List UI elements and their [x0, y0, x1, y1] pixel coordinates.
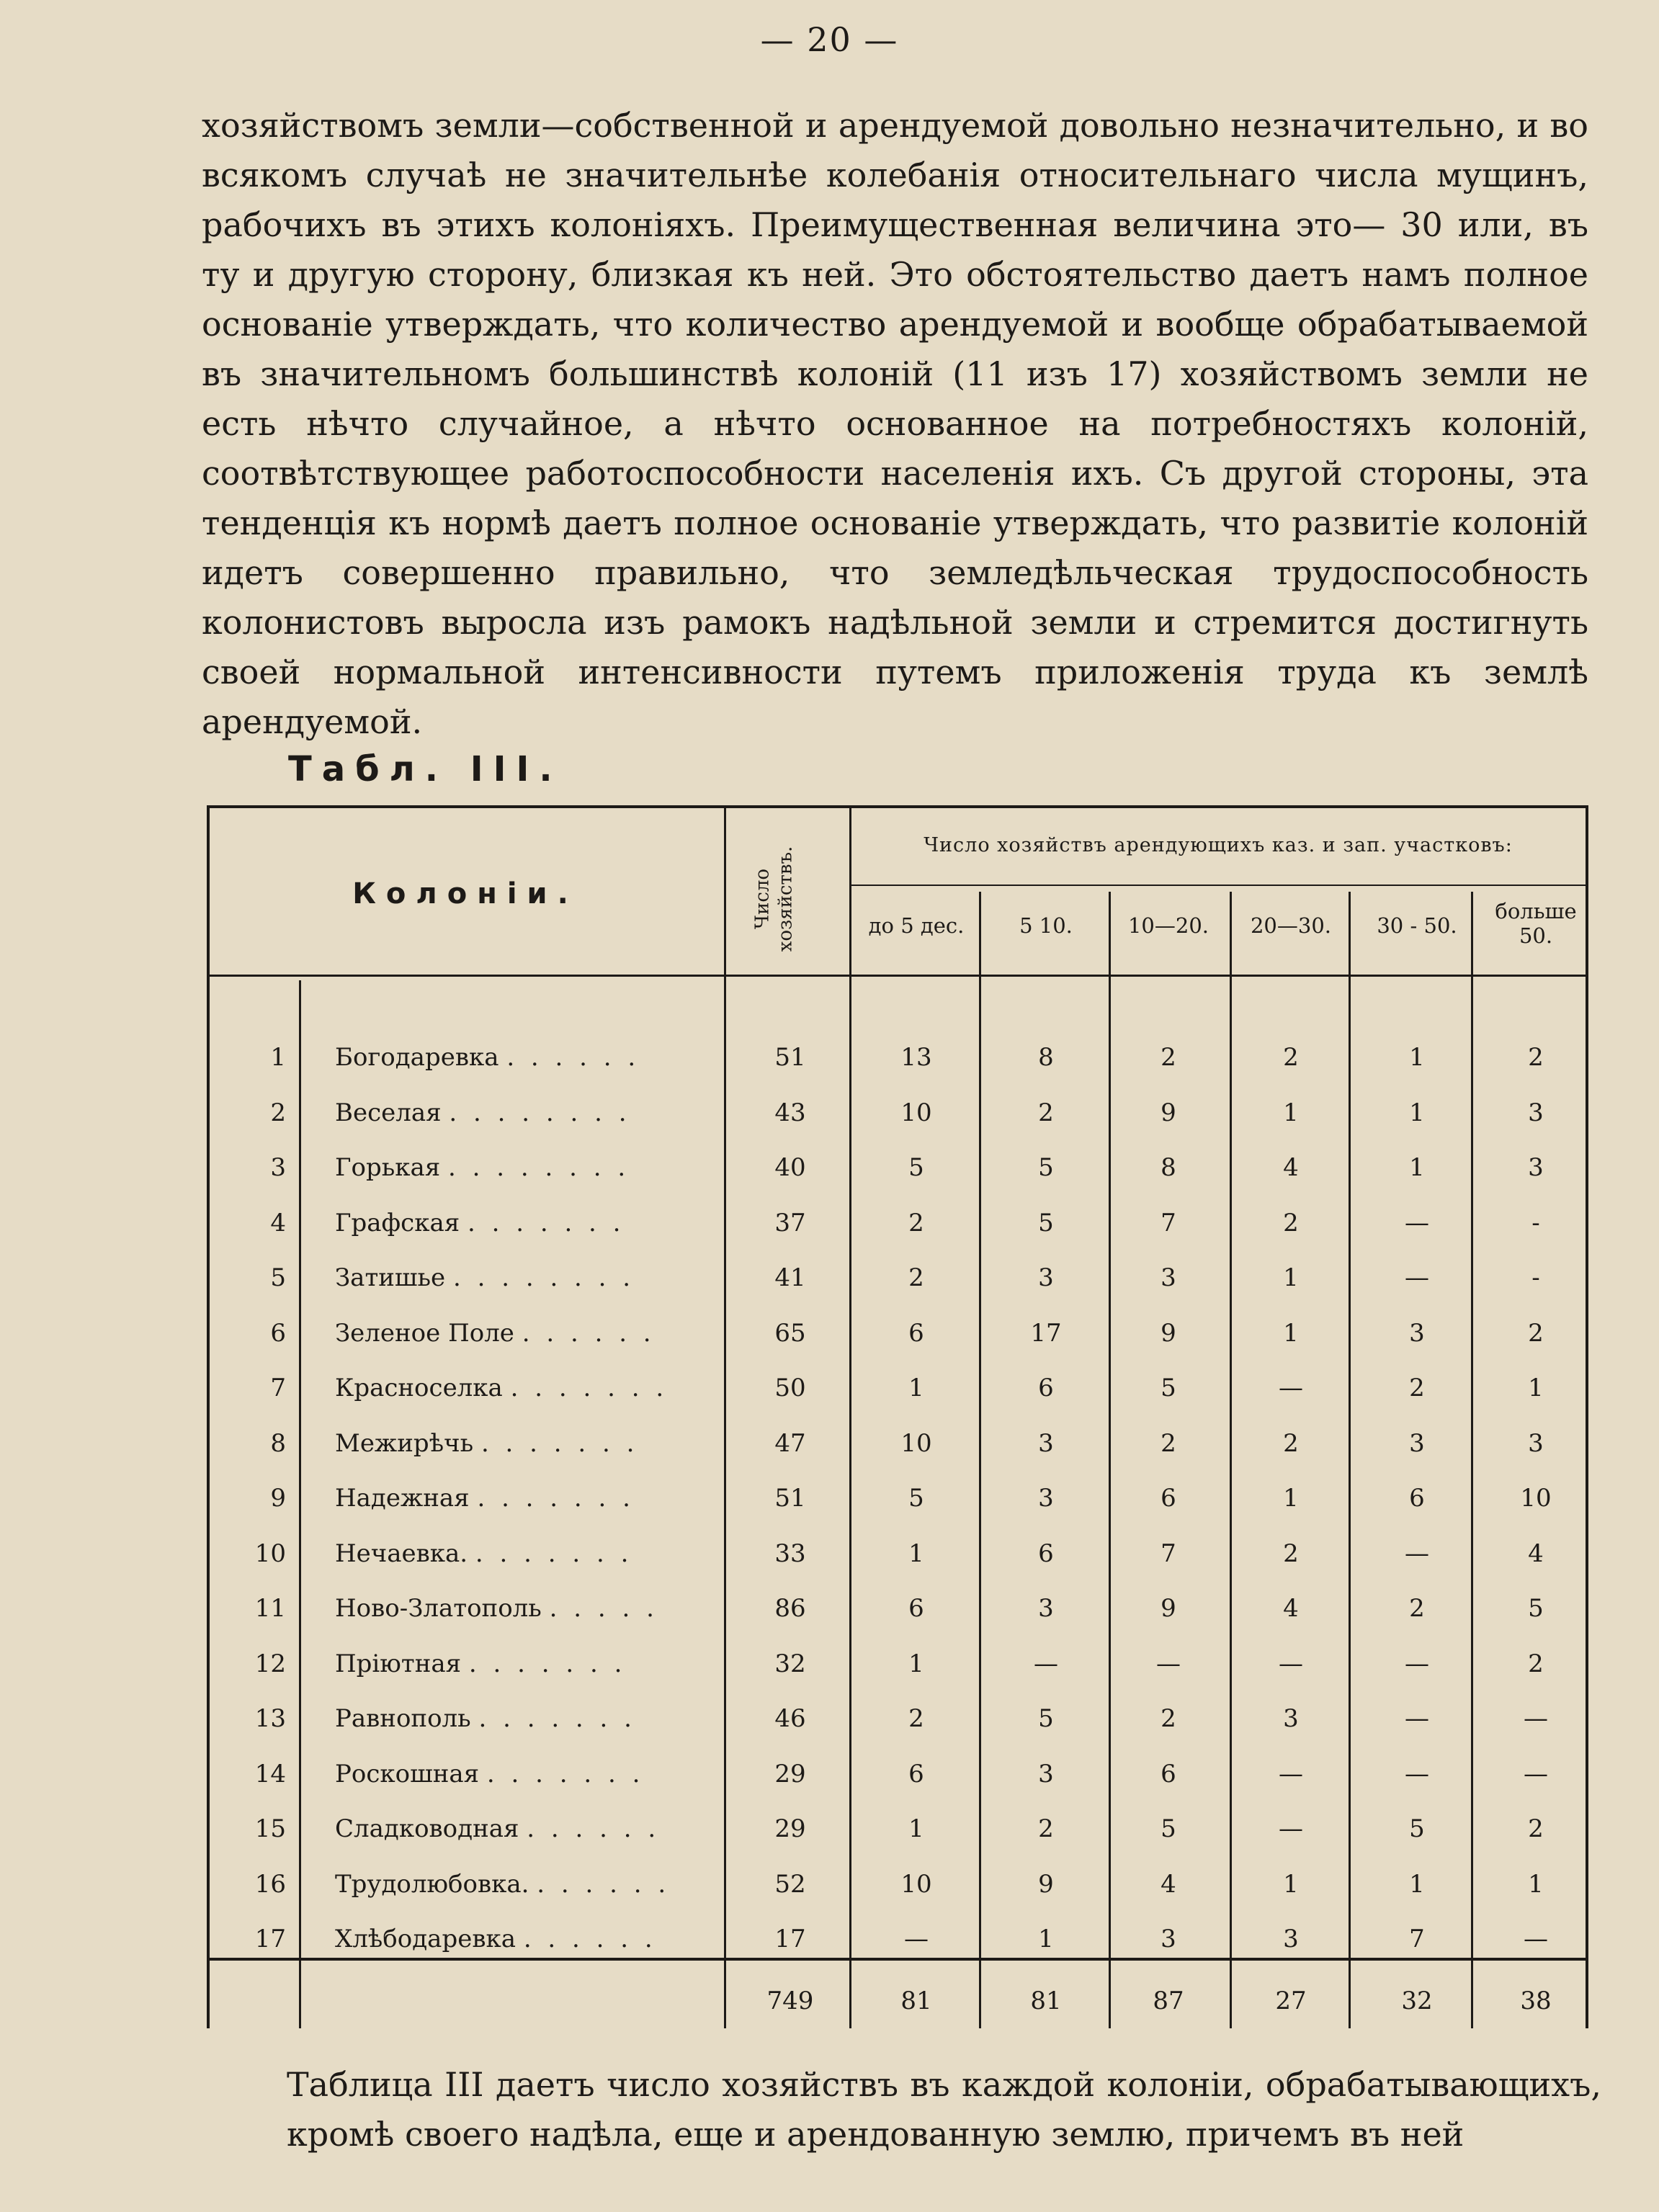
leasing-count: 3 — [1409, 1318, 1425, 1348]
leader-dots: . . . . . . — [522, 1318, 656, 1348]
leasing-count: 10 — [900, 1869, 932, 1899]
leasing-count: 10 — [900, 1098, 932, 1127]
leasing-count: 2 — [1038, 1814, 1054, 1843]
header-group-rule — [849, 885, 1586, 886]
leasing-count: — — [1524, 1759, 1548, 1788]
leader-dots: . . . . . . . . — [452, 1263, 635, 1292]
colony-name: Хлѣбодаревка . . . . . . — [335, 1925, 657, 1953]
colony-name: Надежная . . . . . . . — [335, 1484, 635, 1513]
leasing-count: 1 — [1283, 1318, 1299, 1348]
leader-dots: . . . . . — [549, 1594, 658, 1623]
leasing-count: 1 — [908, 1649, 924, 1678]
leasing-count: 2 — [1409, 1594, 1425, 1623]
leasing-count: 3 — [1038, 1759, 1054, 1788]
leasing-count: 5 — [1528, 1594, 1544, 1623]
leasing-count: 1 — [1409, 1153, 1425, 1182]
leader-dots: . . . . . . . . — [449, 1098, 631, 1127]
households-count: 46 — [774, 1704, 806, 1733]
table-top-rule — [207, 805, 1588, 808]
leader-dots: . . . . . . — [537, 1869, 671, 1899]
leasing-count: 5 — [1038, 1208, 1054, 1237]
households-count: 52 — [774, 1869, 806, 1899]
subheader-2: 5 10. — [1019, 913, 1073, 938]
leasing-count: 2 — [1528, 1814, 1544, 1843]
colony-name: Горькая . . . . . . . . — [335, 1153, 630, 1182]
header-leasing-group: Число хозяйствъ арендующихъ каз. и зап. участковъ: — [924, 834, 1513, 856]
colony-name: Графская . . . . . . . — [335, 1208, 625, 1237]
total-leasing: 27 — [1275, 1987, 1307, 2015]
leasing-count: 3 — [1038, 1263, 1054, 1292]
leasing-count: — — [1034, 1649, 1058, 1678]
leader-dots: . . . . . . . — [475, 1539, 633, 1568]
leasing-count: 2 — [1283, 1208, 1299, 1237]
row-number: 8 — [270, 1428, 286, 1458]
leasing-count: 9 — [1161, 1318, 1176, 1348]
leasing-count: 5 — [908, 1153, 924, 1182]
leasing-count: 6 — [1038, 1539, 1054, 1568]
leasing-count: 10 — [900, 1428, 932, 1458]
leasing-count: 4 — [1283, 1153, 1299, 1182]
households-count: 29 — [774, 1759, 806, 1788]
row-number: 2 — [270, 1098, 286, 1127]
colony-name: Трудолюбовка. . . . . . . — [335, 1869, 671, 1899]
leasing-count: 9 — [1161, 1594, 1176, 1623]
leasing-count: 1 — [1409, 1869, 1425, 1899]
leasing-count: 17 — [1030, 1318, 1062, 1348]
leasing-count: 5 — [1161, 1814, 1176, 1843]
leasing-count: 3 — [1038, 1484, 1054, 1513]
households-count: 47 — [774, 1428, 806, 1458]
leasing-count: 7 — [1161, 1539, 1176, 1568]
households-count: 32 — [774, 1649, 806, 1678]
value-column-rule — [979, 892, 981, 2028]
leasing-count: 2 — [1528, 1318, 1544, 1348]
leasing-count: 2 — [908, 1208, 924, 1237]
households-count: 40 — [774, 1153, 806, 1182]
colony-name: Зеленое Поле . . . . . . — [335, 1318, 656, 1348]
leasing-count: 6 — [1161, 1759, 1176, 1788]
households-count: 51 — [774, 1484, 806, 1513]
row-number: 4 — [270, 1208, 286, 1237]
households-count: 65 — [774, 1318, 806, 1348]
header-households: Число хозяйствъ. — [751, 846, 796, 952]
leasing-count: 3 — [1283, 1704, 1299, 1733]
names-column-rule — [724, 805, 726, 2028]
row-number: 17 — [254, 1925, 286, 1953]
leader-dots: . . . . . . . . — [448, 1153, 630, 1182]
colony-name: Нечаевка. . . . . . . . — [335, 1539, 633, 1568]
colony-name: Равнополь . . . . . . . — [335, 1704, 636, 1733]
leasing-count: 1 — [1283, 1098, 1299, 1127]
leasing-count: 5 — [1038, 1704, 1054, 1733]
leader-dots: . . . . . . . — [467, 1208, 625, 1237]
total-leasing: 87 — [1153, 1987, 1184, 2015]
leasing-count: — — [1524, 1704, 1548, 1733]
leasing-count: — — [1405, 1263, 1429, 1292]
households-count: 43 — [774, 1098, 806, 1127]
row-number: 12 — [254, 1649, 286, 1678]
leasing-count: 2 — [1161, 1704, 1176, 1733]
row-number: 7 — [270, 1374, 286, 1402]
header-colonies: Колоніи. — [352, 877, 578, 910]
leasing-count: 1 — [908, 1814, 924, 1843]
table-caption: Табл. III. — [288, 749, 563, 789]
leasing-count: - — [1531, 1263, 1540, 1292]
leasing-count: 3 — [1409, 1428, 1425, 1458]
leasing-count: 5 — [1409, 1814, 1425, 1843]
leasing-count: 6 — [908, 1594, 924, 1623]
leasing-count: 8 — [1161, 1153, 1176, 1182]
total-households: 749 — [766, 1987, 814, 2015]
leasing-count: 1 — [1283, 1263, 1299, 1292]
households-count: 37 — [774, 1208, 806, 1237]
leasing-count: 7 — [1409, 1925, 1425, 1953]
leasing-count: 3 — [1528, 1428, 1544, 1458]
leasing-count: 6 — [908, 1759, 924, 1788]
value-column-rule — [849, 805, 851, 2028]
colony-name: Пріютная . . . . . . . — [335, 1649, 627, 1678]
leasing-count: 9 — [1038, 1869, 1054, 1899]
leader-dots: . . . . . . — [527, 1814, 661, 1843]
leasing-count: — — [1279, 1374, 1303, 1402]
colonies-table — [207, 805, 1588, 2028]
leasing-count: 2 — [1283, 1539, 1299, 1568]
subheader-1: до 5 дес. — [868, 913, 965, 938]
subheader-4: 20—30. — [1250, 913, 1332, 938]
leasing-count: 8 — [1038, 1043, 1054, 1072]
leasing-count: 3 — [1038, 1428, 1054, 1458]
leader-dots: . . . . . . . — [468, 1649, 627, 1678]
colony-name: Затишье . . . . . . . . — [335, 1263, 635, 1292]
value-column-rule — [1349, 892, 1351, 2028]
leasing-count: — — [1279, 1759, 1303, 1788]
leasing-count: 1 — [1409, 1098, 1425, 1127]
leasing-count: 2 — [1161, 1043, 1176, 1072]
households-count: 17 — [774, 1925, 806, 1953]
paragraph-bottom: Таблица III даетъ число хозяйствъ въ каждой колоніи, обрабатывающихъ, кромѣ своего надѣла, еще и арендованную землю, причемъ въ ней — [287, 2065, 1601, 2154]
table-right-border — [1586, 805, 1588, 2028]
leasing-count: 6 — [1038, 1374, 1054, 1402]
leasing-count: 6 — [908, 1318, 924, 1348]
row-number: 5 — [270, 1263, 286, 1292]
leasing-count: 7 — [1161, 1208, 1176, 1237]
leader-dots: . . . . . . — [506, 1043, 640, 1072]
leasing-count: 6 — [1161, 1484, 1176, 1513]
row-number: 14 — [254, 1759, 286, 1788]
leasing-count: — — [1405, 1539, 1429, 1568]
colony-name: Сладководная . . . . . . — [335, 1814, 661, 1843]
colony-name: Красноселка . . . . . . . — [335, 1374, 668, 1402]
row-number: 13 — [254, 1704, 286, 1733]
leasing-count: 1 — [1409, 1043, 1425, 1072]
leasing-count: 3 — [1528, 1098, 1544, 1127]
leasing-count: — — [904, 1925, 929, 1953]
leasing-count: 4 — [1283, 1594, 1299, 1623]
subheader-3: 10—20. — [1127, 913, 1209, 938]
leasing-count: 4 — [1161, 1869, 1176, 1899]
leasing-count: 3 — [1161, 1263, 1176, 1292]
leasing-count: 1 — [908, 1374, 924, 1402]
row-number: 1 — [270, 1043, 286, 1072]
leasing-count: 3 — [1283, 1925, 1299, 1953]
total-leasing: 32 — [1401, 1987, 1433, 2015]
row-number: 3 — [270, 1153, 286, 1182]
leasing-count: 1 — [1283, 1484, 1299, 1513]
subheader-5: 30 - 50. — [1377, 913, 1457, 938]
leasing-count: 1 — [1528, 1374, 1544, 1402]
total-leasing: 38 — [1520, 1987, 1552, 2015]
households-count: 33 — [774, 1539, 806, 1568]
row-number: 16 — [254, 1869, 286, 1899]
total-leasing: 81 — [1030, 1987, 1062, 2015]
leasing-count: 9 — [1161, 1098, 1176, 1127]
leasing-count: 1 — [1528, 1869, 1544, 1899]
row-number: 6 — [270, 1318, 286, 1348]
leasing-count: 1 — [1283, 1869, 1299, 1899]
colony-name: Веселая . . . . . . . . — [335, 1098, 631, 1127]
colonies-column-rule — [299, 980, 301, 2028]
value-column-rule — [1230, 892, 1232, 2028]
leasing-count: 5 — [1038, 1153, 1054, 1182]
colony-name: Межирѣчь . . . . . . . — [335, 1428, 639, 1458]
colony-name: Ново-Златополь . . . . . — [335, 1594, 658, 1623]
total-leasing: 81 — [900, 1987, 932, 2015]
leader-dots: . . . . . . . — [480, 1428, 639, 1458]
row-number: 10 — [254, 1539, 286, 1568]
page-number: — 20 — — [760, 20, 899, 59]
leasing-count: 3 — [1038, 1594, 1054, 1623]
value-column-rule — [1471, 892, 1473, 2028]
leasing-count: 2 — [1409, 1374, 1425, 1402]
leasing-count: 4 — [1528, 1539, 1544, 1568]
households-count: 50 — [774, 1374, 806, 1402]
row-number: 15 — [254, 1814, 286, 1843]
leasing-count: 2 — [908, 1263, 924, 1292]
leader-dots: . . . . . . . — [478, 1704, 636, 1733]
leasing-count: 10 — [1520, 1484, 1552, 1513]
leasing-count: — — [1405, 1759, 1429, 1788]
leasing-count: 2 — [1528, 1043, 1544, 1072]
households-count: 86 — [774, 1594, 806, 1623]
leasing-count: 13 — [900, 1043, 932, 1072]
leasing-count: — — [1405, 1208, 1429, 1237]
colony-name: Богодаревка . . . . . . — [335, 1043, 640, 1072]
value-column-rule — [1109, 892, 1111, 2028]
leasing-count: 2 — [1161, 1428, 1176, 1458]
subheader-6: больше 50. — [1495, 899, 1577, 948]
leasing-count: 2 — [1283, 1043, 1299, 1072]
leasing-count: 2 — [1038, 1098, 1054, 1127]
paragraph-top: хозяйствомъ земли—собственной и арендуемой довольно незначительно, и во всякомъ случаѣ не значительнѣе колебанія относительнаго числа мущинъ, рабочихъ въ этихъ колоніяхъ. Преимущественная величина это— 30 или, въ ту и другую сторону, близкая къ ней. Это обстоятельство даетъ намъ полное основаніе утверждать, что количество арендуемой и вообще обрабатываемой въ значительномъ большинствѣ колоній (11 изъ 17) хозяйствомъ земли не есть нѣчто случайное, а нѣчто основанное на потребностяхъ колоній, соотвѣтствующее работоспособности населенія ихъ. Съ другой стороны, эта тенденція къ нормѣ даетъ полное основаніе утверждать, что развитіе колоній идетъ совершенно правильно, что земледѣльческая трудоспособность колонистовъ выросла изъ рамокъ надѣльной земли и стремится достигнуть своей нормальной интенсивности путемъ приложенія труда къ землѣ арендуемой. — [202, 106, 1588, 741]
table-left-border — [207, 805, 210, 2028]
row-number: 9 — [270, 1484, 286, 1513]
leasing-count: 5 — [1161, 1374, 1176, 1402]
leasing-count: — — [1405, 1704, 1429, 1733]
table-header-rule — [207, 975, 1588, 977]
leasing-count: 3 — [1528, 1153, 1544, 1182]
leasing-count: — — [1524, 1925, 1548, 1953]
leader-dots: . . . . . . . — [477, 1484, 635, 1513]
leader-dots: . . . . . . — [523, 1925, 657, 1953]
leasing-count: — — [1279, 1649, 1303, 1678]
households-count: 41 — [774, 1263, 806, 1292]
leader-dots: . . . . . . . — [486, 1759, 645, 1788]
households-count: 29 — [774, 1814, 806, 1843]
row-number: 11 — [254, 1594, 286, 1623]
table-totals-rule — [207, 1958, 1588, 1961]
leasing-count: 3 — [1161, 1925, 1176, 1953]
colony-name: Роскошная . . . . . . . — [335, 1759, 645, 1788]
leasing-count: 1 — [908, 1539, 924, 1568]
households-count: 51 — [774, 1043, 806, 1072]
leasing-count: 2 — [908, 1704, 924, 1733]
leasing-count: 1 — [1038, 1925, 1054, 1953]
leader-dots: . . . . . . . — [510, 1374, 668, 1402]
leasing-count: 2 — [1528, 1649, 1544, 1678]
leasing-count: 2 — [1283, 1428, 1299, 1458]
leasing-count: — — [1156, 1649, 1181, 1678]
leasing-count: — — [1405, 1649, 1429, 1678]
leasing-count: 6 — [1409, 1484, 1425, 1513]
leasing-count: - — [1531, 1208, 1540, 1237]
leasing-count: — — [1279, 1814, 1303, 1843]
leasing-count: 5 — [908, 1484, 924, 1513]
